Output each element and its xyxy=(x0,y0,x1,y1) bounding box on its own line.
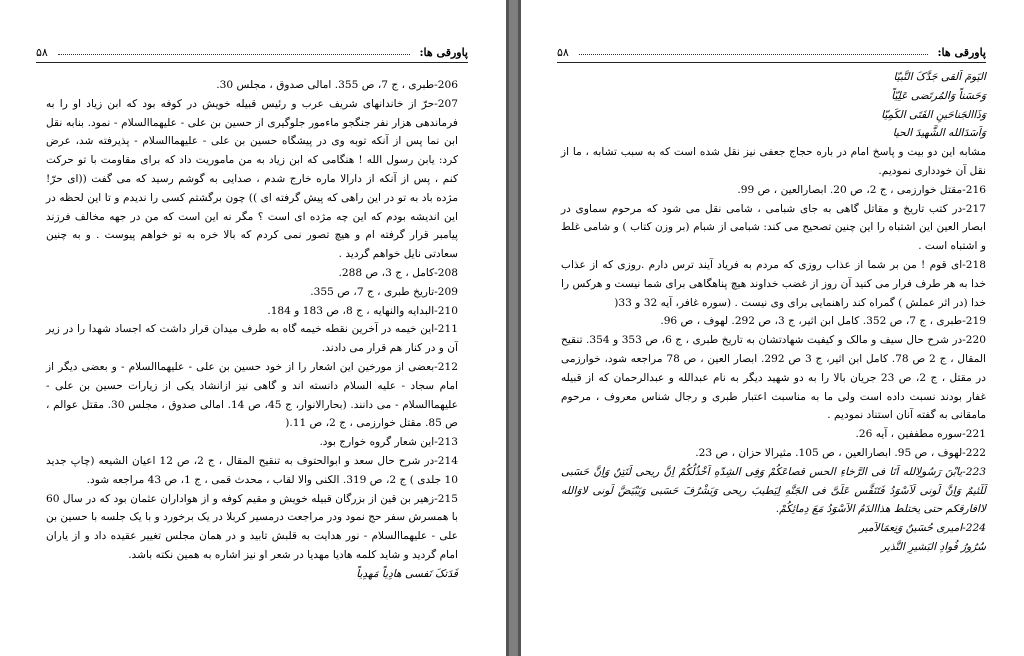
footnote-206: 206-طبری ، ج 7، ص 355. امالی صدوق ، مجلس 30. xyxy=(216,79,458,91)
footnote-216: 216-مقتل خوارزمی ، ج 2، ص 20. ابصارالعین ، ص 99. xyxy=(737,183,986,196)
footnote-222: 222-لهوف ، ص 95. ابصارالعین ، ص 105. مثیرالا حزان ، ص 23. xyxy=(695,446,986,459)
verse-line: سُرُورُ فُوادِ البَشیرِ النَّذیر xyxy=(881,540,986,553)
page-number: ۵۸ xyxy=(557,46,569,59)
page-header xyxy=(36,46,468,63)
verse-line: وَاَسَدَالله الشَّهیدَ الحیا xyxy=(892,127,986,140)
header-dots xyxy=(58,54,410,55)
footnote-212: 212-بعضی از مورخین این اشعار را از خود حسین بن علی - علیهماالسلام - و بعضی دیگر از امام سجاد - علیه السلام دانسته اند و گاهی نیز ازانشاد یکی از زیارات حسین بن علی - علیهماالسلام - می دانند. (بحارالانوار، ج 45، ص 14. امالی صدوق ، مجلس 30. مقتل عوالم ، ص 85. مقتل خوارزمی ، ج 2، ص 11.( xyxy=(46,360,458,430)
header-title: پاورقی ها: xyxy=(937,46,986,59)
footnote-208: 208-کامل ، ج 3، ص 288. xyxy=(338,266,458,279)
footnote-219: 219-طبری ، ج 7، ص 352. کامل ابن اثیر، ج 3، ص 292. لهوف ، ص 96. xyxy=(660,315,986,328)
footnote-210: 210-البدایه والنهایه ، ج 8، ص 183 و 184. xyxy=(267,304,458,317)
right-page xyxy=(518,0,1024,656)
footnote-213: 213-این شعار گروه خوارج بود. xyxy=(319,436,458,449)
verse-line: وَذَاالجَناحَینِ الفَتَی الکَمِیّا xyxy=(881,108,986,121)
footnote-215: 215-زهیر بن قین از بزرگان قبیله خویش و مقیم کوفه و از هواداران عثمان بود که در سال 60 با همسرش سفر حج نمود ودر مراجعت درمسیر کربلا در یک برخورد و با یک جلسه با حسین بن علی - علیهماالسلام - نور هدایت به قلبش تابید و در همان مجلس تغییر عقیده داد و از یاران امام گردید و شاید کلمه هادیا مهدیا در شعر او نیز اشاره به همین نکته باشد. xyxy=(46,492,458,561)
footnote-223: 223-یابْنَ رَسُولِالله اَنَا فی الرَّخاءِ الحس قصاعَکُمْ وَفِی الشِدّهِ اَخْذُلُکُمْ اِنَّ ریحی لَنَتِنٌ وَاِنَّ حَسَبی لَلَئیمٌ وَاِنَّ لَونی لَاَسْوَدُ فَتَنَفَّس عَلَیَّ فی الجَنَّهِ لِیَطیبَ ریحی وَیَشْرُفَ حَسَبی وَیَبْیَضَّ لَونی لاوَالله لاافارقکم حتی یختلط هذاالدَمُ الاَسْوَدُ مَعَ دِمائِکُمْ. xyxy=(561,465,986,516)
footnote-body xyxy=(46,76,458,584)
footnote-220: 220-در شرح حال سیف و مالک و کیفیت شهادتشان به تاریخ طبری ، ج 6، ص 353 و 354. تنقیح المقال ، ج 2 ص 78. کامل ابن اثیر، ج 3 ص 292. ابصار العین ، ص 78 مراجعه شود، خوارزمی در مقتل ، ج 2، ص 23 جریان بالا را به دو شهید دیگر به نام عبدالله و عبدالرحمان که از قبیله غفار بودند نسبت داده است ولی ما به مناسبت اعتبار طبری و رجال شناس معروف ، مرحوم مامقانی به گفته آنان استناد نمودیم . xyxy=(561,334,987,422)
footnote-224: 224-امیری حُسَینٌ وَنِعمَالاَمیر xyxy=(858,522,986,535)
footnote-218: 218-ای قوم ! من بر شما از عذاب روزی که مردم به فریاد آیند ترس دارم .روزی که از عذاب خدا به هر طرف فرار می کنید آن روز از غضب خداوند هیچ پناهگاهی برای شما نیست و هرکس را خدا (در اثر عملش ) گمراه کند راهنمایی برای وی نیست . (سوره غافر، آیه 32 و 33( xyxy=(561,258,986,309)
footnote-217: 217-در کتب تاریخ و مقاتل گاهی به جای شبامی ، شامی نقل می شود که مرحوم سماوی در ابصار العین این اشتباه را این چنین تصحیح می کند: شبامی از شبام (بر وزن کتاب ) و شامی غلط و اشتباه است . xyxy=(561,202,986,253)
verse-line: فَدَتکَ نَفسی هادِیاً مَهدِیاً xyxy=(356,567,458,580)
footnote-214: 214-در شرح حال سعد و ابوالحتوف به تنقیح المقال ، ج 2، ص 12 اعیان الشیعه (چاپ جدید 10 جلدی ) ج 2، ص 319. الکنی والا لقاب ، محدث قمی ، ج 1، ص 43 مراجعه شود. xyxy=(46,454,458,486)
page-header xyxy=(557,46,986,63)
header-dots xyxy=(579,54,928,55)
footnote-211: 211-این خیمه در آخرین نقطه خیمه گاه به طرف میدان قرار داشت که اجساد شهدا را در زیر آن و در کنار هم قرار می دادند. xyxy=(46,323,458,355)
footnote-209: 209-تاریخ طبری ، ج 7، ص 355. xyxy=(310,285,458,298)
left-page xyxy=(0,0,509,656)
footnote-207: 207-حرّ از خاندانهای شریف عرب و رئیس قبیله خویش در کوفه بود که ابن زیاد او را به فرماندهی هزار نفر جنگجو ماءمور جلوگیری از حسین بن علی - علیهماالسلام - نمود. بنابه نقل ابن نما پس از آنکه توبه وی در پیشگاه حسین بن علی - علیهماالسلام - پذیرفته شد، عرض کرد: یابن رسول الله ! هنگامی که ابن زیاد به من ماموریت داد که برای مقاومت با تو حرکت کنم ، پس از آنکه از دارالا ماره خارج شدم ، صدایی به گوشم رسید که می گفت ((ای حرّ! مژده باد به تو در این راهی که پیش گرفته ای )) چون برگشتم کسی را ندیدم و تا این لحظه در این اندیشه بودم که این چه مژده ای است ؟ مگر نه این است که من در جهه مخالف فرزند پیامبر قرار گرفته ام و هیچ تصور نمی کردم که بالا خره به تو خواهم پیوست . و به چنین سعادتی نایل خواهم گردید . xyxy=(46,97,458,261)
verse-line: الیَومَ اَلقی جَدَّکَ النَّبیّا xyxy=(893,71,986,83)
page-number: ۵۸ xyxy=(36,46,48,59)
footnote-text: مشابه این دو بیت و پاسخ امام در باره حجاج جعفی نیز نقل شده است که به سبب تشابه ، ما از نقل آن خودداری نمودیم. xyxy=(561,146,986,177)
header-title: پاورقی ها: xyxy=(419,46,468,59)
footnote-221: 221-سوره مطففین ، آیه 26. xyxy=(855,428,986,441)
verse-line: وَحَسَناً وَالمُرتَضی عَلِیّاً xyxy=(891,89,986,102)
footnote-body xyxy=(561,68,986,557)
